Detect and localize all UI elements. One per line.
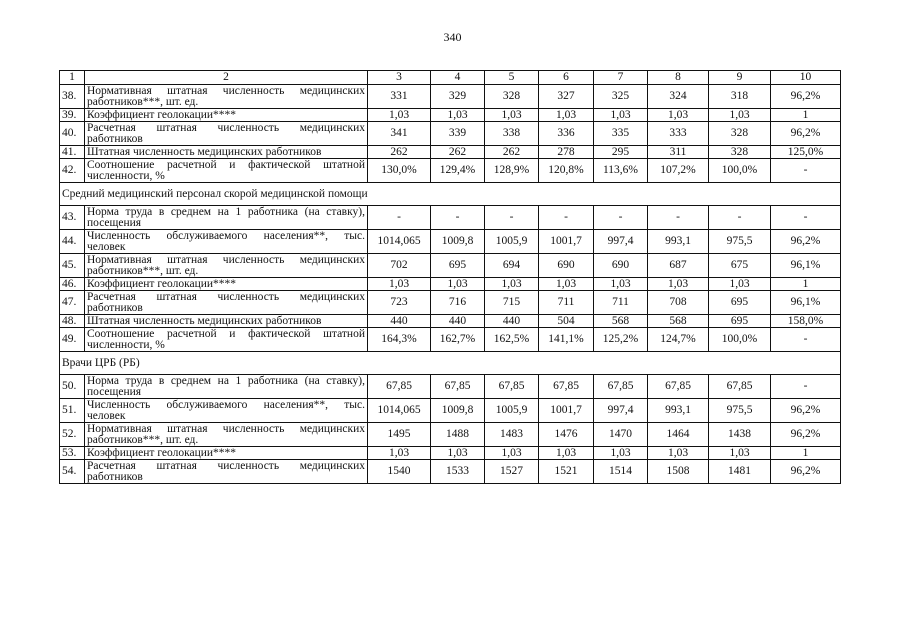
table-cell: 295 <box>594 146 648 159</box>
table-row <box>60 146 841 159</box>
table-cell: - <box>648 206 709 230</box>
table-cell: 329 <box>431 85 485 109</box>
column-header: 7 <box>594 71 648 85</box>
table-cell: 1470 <box>594 423 648 447</box>
row-label: Штатная численность медицинских работников <box>85 315 368 328</box>
column-header: 4 <box>431 71 485 85</box>
row-label: Численность обслуживаемого населения**, тыс. человек <box>85 399 368 423</box>
table-cell: 96,1% <box>771 291 841 315</box>
table-cell: 67,85 <box>539 375 594 399</box>
table-cell: 96,2% <box>771 122 841 146</box>
table-cell: 1495 <box>368 423 431 447</box>
table-cell: 716 <box>431 291 485 315</box>
table-cell: 328 <box>709 146 771 159</box>
table-cell: 993,1 <box>648 399 709 423</box>
row-number: 47. <box>60 291 85 315</box>
table-cell: - <box>368 206 431 230</box>
table-row <box>60 159 841 183</box>
data-table <box>59 70 841 484</box>
table-row <box>60 447 841 460</box>
table-cell: 1481 <box>709 460 771 484</box>
row-label: Норма труда в среднем на 1 работника (на ставку), посещения <box>85 206 368 230</box>
column-header: 5 <box>485 71 539 85</box>
table-cell: 1464 <box>648 423 709 447</box>
table-cell: 695 <box>709 315 771 328</box>
table-cell: 262 <box>368 146 431 159</box>
table-cell: 1438 <box>709 423 771 447</box>
row-number: 52. <box>60 423 85 447</box>
table-body <box>60 71 841 484</box>
table-cell: 1540 <box>368 460 431 484</box>
row-label: Штатная численность медицинских работников <box>85 146 368 159</box>
table-cell: 100,0% <box>709 159 771 183</box>
table-cell: 107,2% <box>648 159 709 183</box>
table-cell: 975,5 <box>709 399 771 423</box>
table-cell: 1 <box>771 109 841 122</box>
row-number: 41. <box>60 146 85 159</box>
column-header: 6 <box>539 71 594 85</box>
table-row <box>60 122 841 146</box>
table-cell: 1009,8 <box>431 230 485 254</box>
table-cell: 1,03 <box>431 447 485 460</box>
column-header: 8 <box>648 71 709 85</box>
table-cell: 96,1% <box>771 254 841 278</box>
table-cell: 1,03 <box>648 278 709 291</box>
table-cell: 1,03 <box>431 109 485 122</box>
row-number: 44. <box>60 230 85 254</box>
table-cell: 568 <box>594 315 648 328</box>
table-cell: 1014,065 <box>368 399 431 423</box>
table-cell: 997,4 <box>594 230 648 254</box>
column-header: 9 <box>709 71 771 85</box>
section-row <box>60 183 841 206</box>
table-cell: 67,85 <box>485 375 539 399</box>
row-label: Нормативная штатная численность медицинских работников***, шт. ед. <box>85 254 368 278</box>
table-cell: 1,03 <box>485 278 539 291</box>
table-cell: 325 <box>594 85 648 109</box>
table-cell: 695 <box>431 254 485 278</box>
table-cell: 125,2% <box>594 328 648 352</box>
row-number: 54. <box>60 460 85 484</box>
table-cell: 1009,8 <box>431 399 485 423</box>
table-cell: 440 <box>368 315 431 328</box>
row-number: 51. <box>60 399 85 423</box>
table-cell: 1,03 <box>594 278 648 291</box>
row-label: Нормативная штатная численность медицинских работников***, шт. ед. <box>85 423 368 447</box>
table-cell: 318 <box>709 85 771 109</box>
column-header: 3 <box>368 71 431 85</box>
page-number: 340 <box>443 30 462 44</box>
row-number: 43. <box>60 206 85 230</box>
table-row <box>60 230 841 254</box>
row-number: 40. <box>60 122 85 146</box>
table-row <box>60 206 841 230</box>
table-cell: 997,4 <box>594 399 648 423</box>
table-cell: 67,85 <box>431 375 485 399</box>
table-cell: - <box>539 206 594 230</box>
table-cell: 1488 <box>431 423 485 447</box>
table-cell: 711 <box>594 291 648 315</box>
table-cell: 324 <box>648 85 709 109</box>
row-number: 53. <box>60 447 85 460</box>
table-cell: 113,6% <box>594 159 648 183</box>
table-cell: 975,5 <box>709 230 771 254</box>
table-cell: 568 <box>648 315 709 328</box>
table-cell: 129,4% <box>431 159 485 183</box>
table-cell: - <box>771 159 841 183</box>
table-cell: 141,1% <box>539 328 594 352</box>
table-cell: 333 <box>648 122 709 146</box>
table-cell: 504 <box>539 315 594 328</box>
table-cell: 336 <box>539 122 594 146</box>
table-cell: 1483 <box>485 423 539 447</box>
table-row <box>60 254 841 278</box>
table-cell: 1,03 <box>648 447 709 460</box>
table-cell: 262 <box>431 146 485 159</box>
table-row <box>60 278 841 291</box>
table-cell: - <box>594 206 648 230</box>
table-cell: - <box>771 328 841 352</box>
table-cell: 708 <box>648 291 709 315</box>
table-cell: 1005,9 <box>485 230 539 254</box>
table-cell: 690 <box>539 254 594 278</box>
table-cell: 1014,065 <box>368 230 431 254</box>
table-cell: 96,2% <box>771 460 841 484</box>
table-cell: 1,03 <box>368 278 431 291</box>
table-cell: 1,03 <box>709 278 771 291</box>
table-cell: 1,03 <box>368 447 431 460</box>
row-number: 38. <box>60 85 85 109</box>
row-label: Нормативная штатная численность медицинских работников***, шт. ед. <box>85 85 368 109</box>
table-cell: 695 <box>709 291 771 315</box>
column-header: 10 <box>771 71 841 85</box>
table-cell: 341 <box>368 122 431 146</box>
row-label: Расчетная штатная численность медицинских работников <box>85 291 368 315</box>
table-cell: 331 <box>368 85 431 109</box>
row-number: 45. <box>60 254 85 278</box>
table-cell: 1,03 <box>539 109 594 122</box>
table-cell: 1533 <box>431 460 485 484</box>
table-cell: 67,85 <box>648 375 709 399</box>
row-label: Коэффициент геолокации**** <box>85 278 368 291</box>
row-label: Расчетная штатная численность медицинских работников <box>85 122 368 146</box>
table-cell: - <box>771 375 841 399</box>
section-title: Врачи ЦРБ (РБ) <box>60 352 841 375</box>
table-cell: 125,0% <box>771 146 841 159</box>
row-number: 46. <box>60 278 85 291</box>
table-cell: 124,7% <box>648 328 709 352</box>
row-number: 50. <box>60 375 85 399</box>
table-cell: 311 <box>648 146 709 159</box>
table-row <box>60 375 841 399</box>
table-cell: 96,2% <box>771 423 841 447</box>
row-label: Соотношение расчетной и фактической штатной численности, % <box>85 159 368 183</box>
row-label: Расчетная штатная численность медицинских работников <box>85 460 368 484</box>
table-cell: - <box>485 206 539 230</box>
table-cell: 694 <box>485 254 539 278</box>
table-row <box>60 423 841 447</box>
table-row <box>60 328 841 352</box>
table-cell: 1,03 <box>539 447 594 460</box>
table-cell: 1527 <box>485 460 539 484</box>
table-cell: 120,8% <box>539 159 594 183</box>
table-cell: 1,03 <box>709 447 771 460</box>
column-header: 2 <box>85 71 368 85</box>
table-cell: 1,03 <box>539 278 594 291</box>
table-cell: 675 <box>709 254 771 278</box>
table-cell: 1,03 <box>594 447 648 460</box>
table-cell: 440 <box>485 315 539 328</box>
row-number: 42. <box>60 159 85 183</box>
table-cell: 339 <box>431 122 485 146</box>
table-row <box>60 399 841 423</box>
table-cell: - <box>431 206 485 230</box>
table-cell: 1,03 <box>485 109 539 122</box>
table-cell: 96,2% <box>771 399 841 423</box>
table-row <box>60 460 841 484</box>
table-cell: 1 <box>771 278 841 291</box>
table-cell: 993,1 <box>648 230 709 254</box>
row-label: Коэффициент геолокации**** <box>85 109 368 122</box>
table-cell: 1,03 <box>485 447 539 460</box>
table-cell: 1001,7 <box>539 230 594 254</box>
table-cell: 67,85 <box>368 375 431 399</box>
table-row <box>60 109 841 122</box>
table-cell: 338 <box>485 122 539 146</box>
table-row <box>60 315 841 328</box>
table-cell: 328 <box>709 122 771 146</box>
table-cell: 162,5% <box>485 328 539 352</box>
table-cell: 164,3% <box>368 328 431 352</box>
row-label: Норма труда в среднем на 1 работника (на ставку), посещения <box>85 375 368 399</box>
table-cell: 96,2% <box>771 85 841 109</box>
section-title: Средний медицинский персонал скорой медицинской помощи <box>60 183 841 206</box>
table-cell: 1521 <box>539 460 594 484</box>
table-cell: 1514 <box>594 460 648 484</box>
table-cell: 690 <box>594 254 648 278</box>
table-cell: 262 <box>485 146 539 159</box>
section-row <box>60 352 841 375</box>
table-cell: 328 <box>485 85 539 109</box>
table-cell: 1,03 <box>648 109 709 122</box>
table-cell: 1476 <box>539 423 594 447</box>
table-cell: 1001,7 <box>539 399 594 423</box>
table-cell: 96,2% <box>771 230 841 254</box>
table-cell: 687 <box>648 254 709 278</box>
table-cell: 1,03 <box>594 109 648 122</box>
row-number: 49. <box>60 328 85 352</box>
row-number: 39. <box>60 109 85 122</box>
table-cell: 715 <box>485 291 539 315</box>
table-cell: 327 <box>539 85 594 109</box>
row-number: 48. <box>60 315 85 328</box>
table-row <box>60 85 841 109</box>
table-cell: 130,0% <box>368 159 431 183</box>
table-cell: 711 <box>539 291 594 315</box>
table-cell: - <box>771 206 841 230</box>
table-cell: 162,7% <box>431 328 485 352</box>
table-cell: 723 <box>368 291 431 315</box>
table-row <box>60 291 841 315</box>
table-cell: 1,03 <box>368 109 431 122</box>
table-cell: 278 <box>539 146 594 159</box>
table-cell: 1,03 <box>709 109 771 122</box>
table-cell: 67,85 <box>709 375 771 399</box>
table-cell: 1 <box>771 447 841 460</box>
row-label: Коэффициент геолокации**** <box>85 447 368 460</box>
table-cell: 440 <box>431 315 485 328</box>
table-cell: - <box>709 206 771 230</box>
table-cell: 335 <box>594 122 648 146</box>
table-cell: 128,9% <box>485 159 539 183</box>
table-cell: 158,0% <box>771 315 841 328</box>
header-row <box>60 71 841 85</box>
row-label: Соотношение расчетной и фактической штатной численности, % <box>85 328 368 352</box>
column-header: 1 <box>60 71 85 85</box>
table-cell: 702 <box>368 254 431 278</box>
row-label: Численность обслуживаемого населения**, тыс. человек <box>85 230 368 254</box>
table-cell: 1,03 <box>431 278 485 291</box>
table-cell: 1508 <box>648 460 709 484</box>
table-cell: 67,85 <box>594 375 648 399</box>
table-cell: 1005,9 <box>485 399 539 423</box>
table-cell: 100,0% <box>709 328 771 352</box>
